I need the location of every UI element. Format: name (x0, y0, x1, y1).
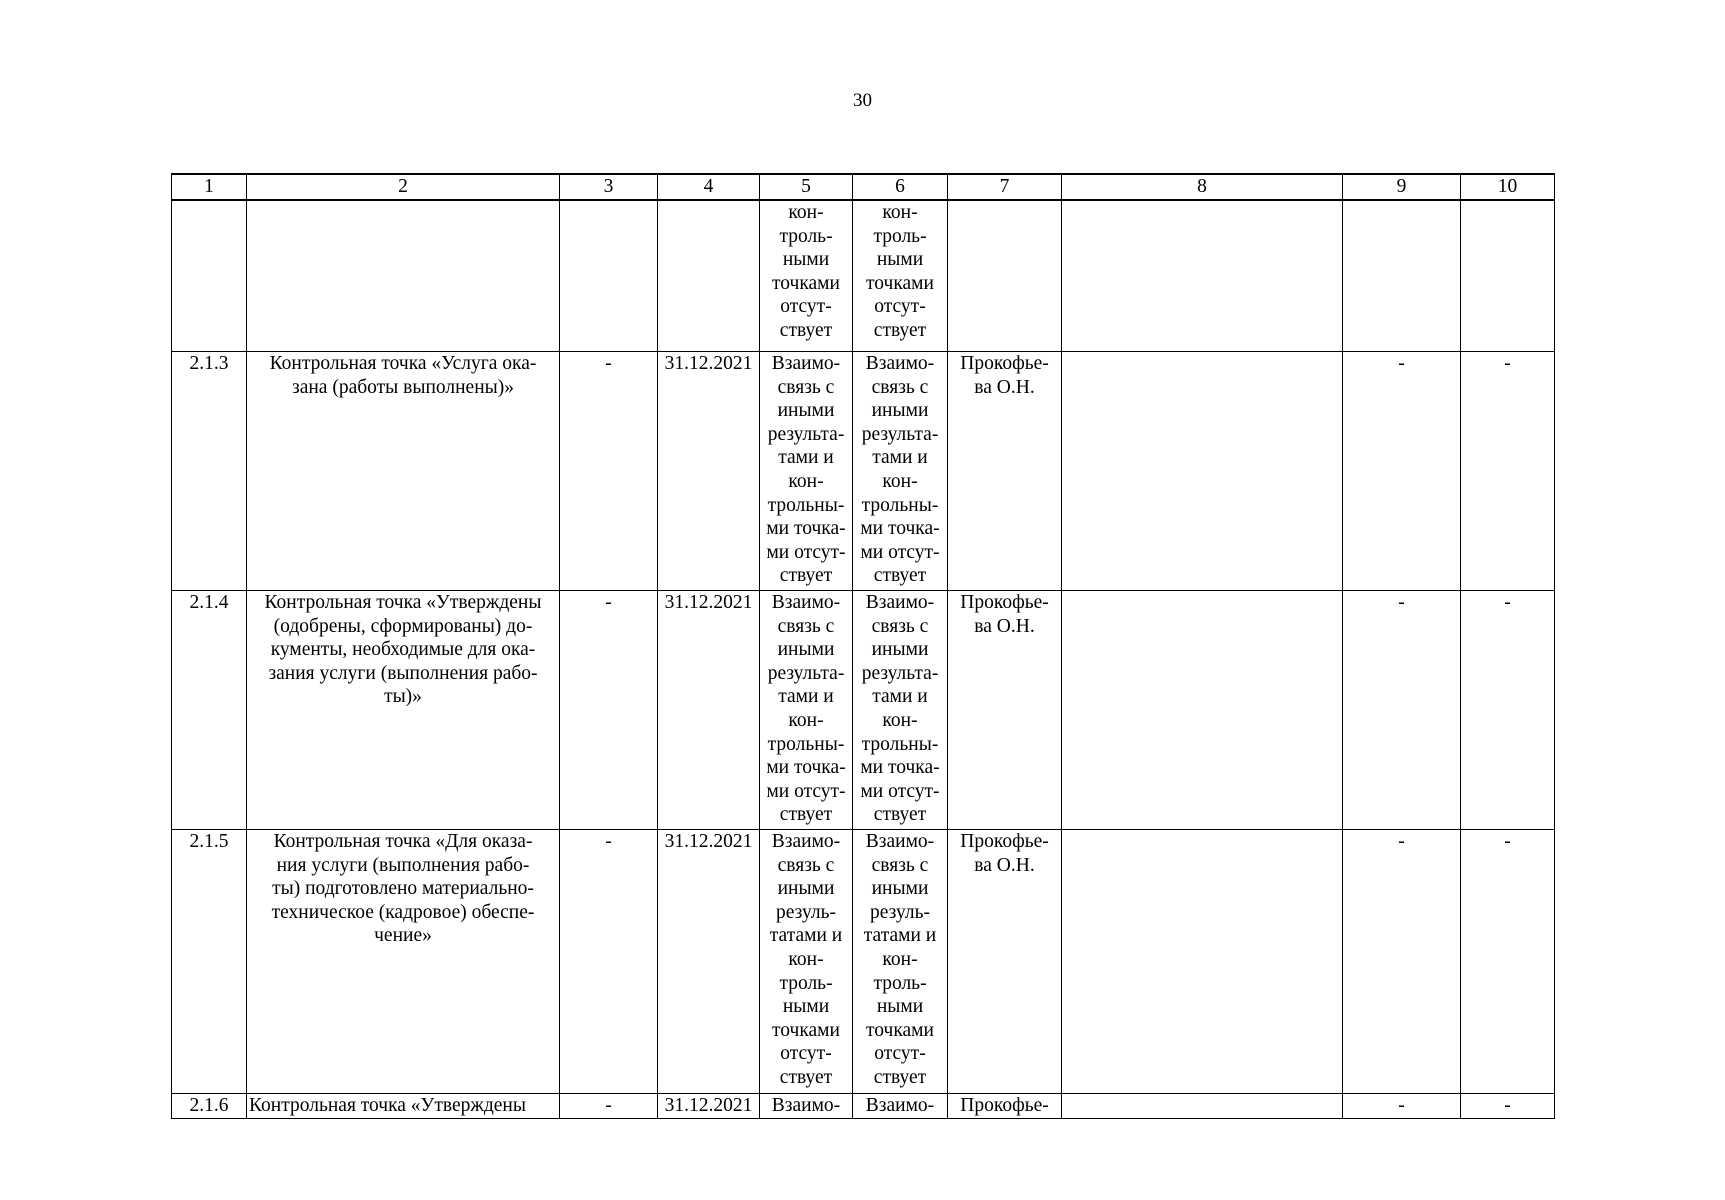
responsible-person: Прокофье- ва О.Н. (948, 591, 1062, 830)
column-header: 1 (172, 174, 247, 200)
cell-col3: - (560, 830, 658, 1094)
cell-col9: - (1343, 591, 1461, 830)
due-date: 31.12.2021 (658, 830, 760, 1094)
cell-col8 (1062, 830, 1343, 1094)
column-header: 3 (560, 174, 658, 200)
cell-col10: - (1461, 591, 1555, 830)
column-header: 9 (1343, 174, 1461, 200)
continuation-row (172, 200, 1555, 352)
table-row (172, 591, 1555, 830)
cell-col10: - (1461, 830, 1555, 1094)
cell-empty (172, 200, 247, 352)
responsible-person: Прокофье- ва О.Н. (948, 830, 1062, 1094)
row-number: 2.1.5 (172, 830, 247, 1094)
control-points-table (171, 173, 1555, 1119)
cell-col9: - (1343, 352, 1461, 591)
column-header: 10 (1461, 174, 1555, 200)
table-row (172, 830, 1555, 1094)
cell-empty (1062, 200, 1343, 352)
cell-empty (560, 200, 658, 352)
cell-col10: - (1461, 352, 1555, 591)
responsible-person: Прокофье- (948, 1094, 1062, 1119)
relation-cell: кон- троль- ными точками отсут- ствует (760, 200, 853, 352)
due-date: 31.12.2021 (658, 352, 760, 591)
row-number: 2.1.6 (172, 1094, 247, 1119)
control-point-name: Контрольная точка «Утверждены (247, 1094, 560, 1119)
responsible-person: Прокофье- ва О.Н. (948, 352, 1062, 591)
relation-cell: Взаимо- связь с иными результа- тами и кон- трольны- ми точка- ми отсут- ствует (760, 352, 853, 591)
column-header: 7 (948, 174, 1062, 200)
cell-empty (1461, 200, 1555, 352)
row-number: 2.1.4 (172, 591, 247, 830)
cell-empty (1343, 200, 1461, 352)
cell-empty (948, 200, 1062, 352)
page-number: 30 (853, 90, 872, 111)
control-point-name: Контрольная точка «Для оказа- ния услуги (выполнения рабо- ты) подготовлено материально- техническое (кадровое) обеспе- чение» (247, 830, 560, 1094)
cell-col3: - (560, 591, 658, 830)
control-point-name: Контрольная точка «Утверждены (одобрены, сформированы) до- кументы, необходимые для ока- зания услуги (выполнения рабо- ты)» (247, 591, 560, 830)
column-header: 2 (247, 174, 560, 200)
cell-empty (658, 200, 760, 352)
cell-col3: - (560, 352, 658, 591)
relation-cell: Взаимо- связь с иными результа- тами и кон- трольны- ми точка- ми отсут- ствует (853, 352, 948, 591)
column-number-header (172, 174, 1555, 200)
due-date: 31.12.2021 (658, 1094, 760, 1119)
cell-col9: - (1343, 830, 1461, 1094)
relation-cell: Взаимо- (853, 1094, 948, 1119)
cell-col8 (1062, 352, 1343, 591)
relation-cell: Взаимо- связь с иными резуль- татами и кон- троль- ными точками отсут- ствует (760, 830, 853, 1094)
column-header: 6 (853, 174, 948, 200)
relation-cell: Взаимо- (760, 1094, 853, 1119)
table-row (172, 1094, 1555, 1119)
column-header: 4 (658, 174, 760, 200)
cell-col8 (1062, 591, 1343, 830)
relation-cell: Взаимо- связь с иными результа- тами и кон- трольны- ми точка- ми отсут- ствует (760, 591, 853, 830)
cell-col9: - (1343, 1094, 1461, 1119)
cell-col10: - (1461, 1094, 1555, 1119)
column-header: 5 (760, 174, 853, 200)
control-point-name: Контрольная точка «Услуга ока- зана (работы выполнены)» (247, 352, 560, 591)
relation-cell: Взаимо- связь с иными резуль- татами и кон- троль- ными точками отсут- ствует (853, 830, 948, 1094)
column-header: 8 (1062, 174, 1343, 200)
row-number: 2.1.3 (172, 352, 247, 591)
due-date: 31.12.2021 (658, 591, 760, 830)
relation-cell: кон- троль- ными точками отсут- ствует (853, 200, 948, 352)
table-row (172, 352, 1555, 591)
relation-cell: Взаимо- связь с иными результа- тами и кон- трольны- ми точка- ми отсут- ствует (853, 591, 948, 830)
cell-col8 (1062, 1094, 1343, 1119)
cell-col3: - (560, 1094, 658, 1119)
cell-empty (247, 200, 560, 352)
